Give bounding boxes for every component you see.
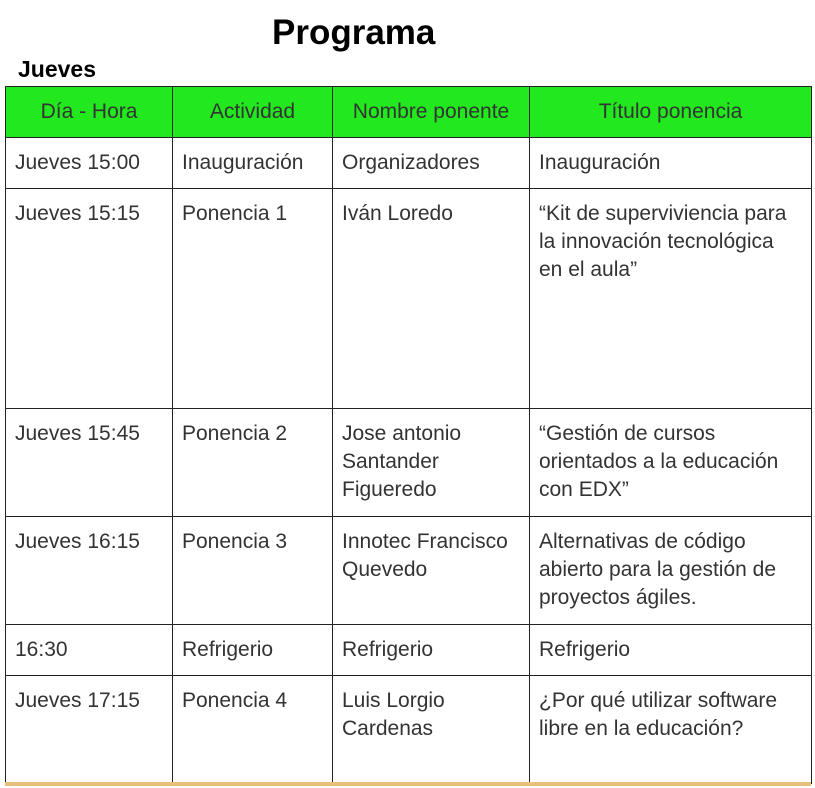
cell-activity: Inauguración bbox=[173, 138, 333, 189]
column-header-activity: Actividad bbox=[173, 87, 333, 138]
cell-activity: Refrigerio bbox=[173, 625, 333, 676]
column-header-time: Día - Hora bbox=[6, 87, 173, 138]
cell-activity: Ponencia 3 bbox=[173, 517, 333, 625]
table-row bbox=[6, 625, 812, 676]
cell-talk-title: Refrigerio bbox=[530, 625, 812, 676]
table-row bbox=[6, 517, 812, 625]
table-row bbox=[6, 138, 812, 189]
table-row bbox=[6, 189, 812, 409]
cell-time: Jueves 16:15 bbox=[6, 517, 173, 625]
bottom-divider bbox=[5, 782, 811, 786]
table-header-row bbox=[6, 87, 812, 138]
cell-talk-title: “Gestión de cursos orientados a la educación con EDX” bbox=[530, 409, 812, 517]
cell-speaker: Iván Loredo bbox=[333, 189, 530, 409]
column-header-speaker: Nombre ponente bbox=[333, 87, 530, 138]
cell-speaker: Luis Lorgio Cardenas bbox=[333, 676, 530, 784]
cell-talk-title: “Kit de superviviencia para la innovación tecnológica en el aula” bbox=[530, 189, 812, 409]
column-header-talk-title: Título ponencia bbox=[530, 87, 812, 138]
table-row bbox=[6, 409, 812, 517]
cell-speaker: Organizadores bbox=[333, 138, 530, 189]
schedule-table bbox=[5, 86, 812, 784]
cell-time: 16:30 bbox=[6, 625, 173, 676]
cell-time: Jueves 15:45 bbox=[6, 409, 173, 517]
table-row bbox=[6, 676, 812, 784]
cell-talk-title: ¿Por qué utilizar software libre en la educación? bbox=[530, 676, 812, 784]
cell-time: Jueves 17:15 bbox=[6, 676, 173, 784]
cell-speaker: Jose antonio Santander Figueredo bbox=[333, 409, 530, 517]
cell-speaker: Innotec Francisco Quevedo bbox=[333, 517, 530, 625]
cell-activity: Ponencia 4 bbox=[173, 676, 333, 784]
cell-talk-title: Alternativas de código abierto para la gestión de proyectos ágiles. bbox=[530, 517, 812, 625]
day-label: Jueves bbox=[18, 56, 97, 82]
cell-speaker: Refrigerio bbox=[333, 625, 530, 676]
cell-activity: Ponencia 2 bbox=[173, 409, 333, 517]
cell-time: Jueves 15:15 bbox=[6, 189, 173, 409]
cell-talk-title: Inauguración bbox=[530, 138, 812, 189]
page-title: Programa bbox=[272, 13, 436, 52]
cell-activity: Ponencia 1 bbox=[173, 189, 333, 409]
cell-time: Jueves 15:00 bbox=[6, 138, 173, 189]
